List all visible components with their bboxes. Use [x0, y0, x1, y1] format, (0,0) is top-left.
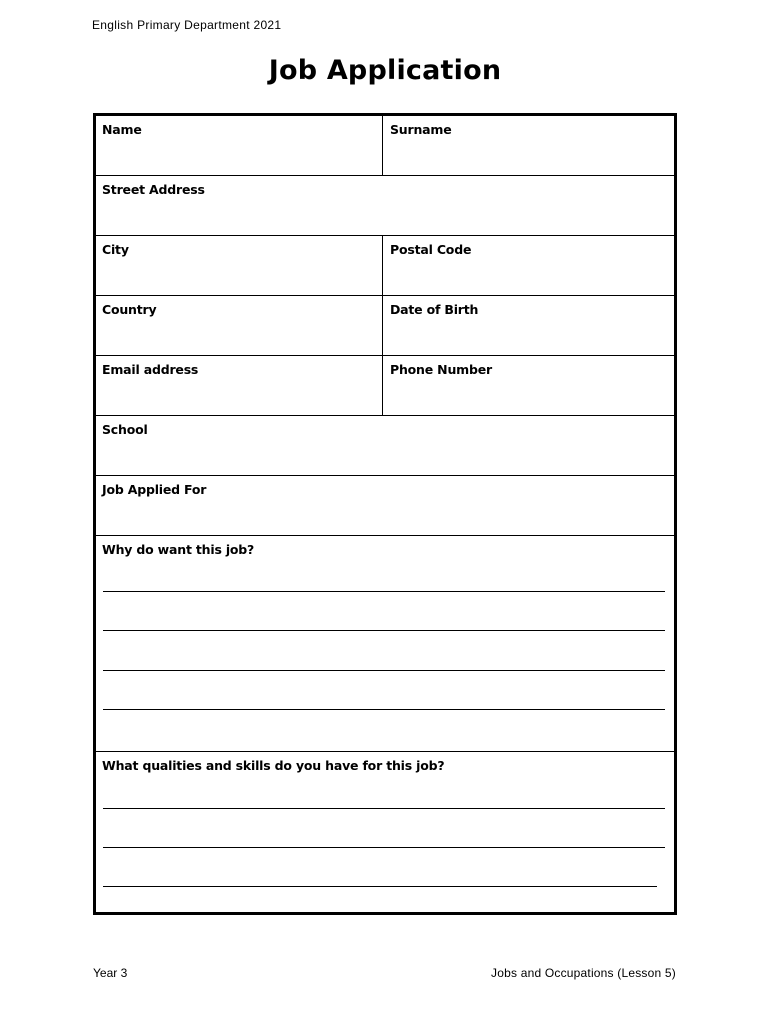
name-label: Name — [102, 122, 142, 137]
email-label: Email address — [102, 362, 199, 377]
form-row-country — [96, 296, 674, 356]
school-label: School — [102, 422, 148, 437]
country-label: Country — [102, 302, 157, 317]
writing-line — [103, 808, 665, 809]
street-address-field[interactable] — [96, 176, 674, 235]
city-label: City — [102, 242, 129, 257]
country-field[interactable] — [96, 296, 383, 355]
why-label: Why do want this job? — [102, 542, 255, 557]
writing-line — [103, 847, 665, 848]
page-title: Job Application — [268, 55, 502, 86]
footer-year: Year 3 — [93, 966, 128, 980]
form-row-city — [96, 236, 674, 296]
postal-code-label: Postal Code — [390, 242, 472, 257]
phone-field[interactable] — [383, 356, 674, 415]
footer-lesson: Jobs and Occupations (Lesson 5) — [491, 966, 676, 980]
email-field[interactable] — [96, 356, 383, 415]
street-address-label: Street Address — [102, 182, 205, 197]
phone-label: Phone Number — [390, 362, 492, 377]
surname-label: Surname — [390, 122, 452, 137]
date-of-birth-field[interactable] — [383, 296, 674, 355]
form-row-why — [96, 536, 674, 752]
postal-code-field[interactable] — [383, 236, 674, 295]
writing-line — [103, 670, 665, 671]
city-field[interactable] — [96, 236, 383, 295]
form-row-name — [96, 116, 674, 176]
school-field[interactable] — [96, 416, 674, 475]
writing-line — [103, 591, 665, 592]
form-row-qualities — [96, 752, 674, 912]
writing-line — [103, 630, 665, 631]
qualities-label: What qualities and skills do you have for this job? — [102, 758, 445, 773]
surname-field[interactable] — [383, 116, 674, 175]
name-field[interactable] — [96, 116, 383, 175]
job-applied-label: Job Applied For — [102, 482, 207, 497]
writing-line — [103, 709, 665, 710]
writing-line — [103, 886, 657, 887]
why-field[interactable] — [96, 536, 674, 751]
job-application-form — [93, 113, 677, 915]
form-row-street-address — [96, 176, 674, 236]
form-row-job-applied — [96, 476, 674, 536]
date-of-birth-label: Date of Birth — [390, 302, 479, 317]
department-header: English Primary Department 2021 — [92, 18, 282, 32]
form-row-school — [96, 416, 674, 476]
job-applied-field[interactable] — [96, 476, 674, 535]
qualities-field[interactable] — [96, 752, 674, 912]
form-row-email — [96, 356, 674, 416]
